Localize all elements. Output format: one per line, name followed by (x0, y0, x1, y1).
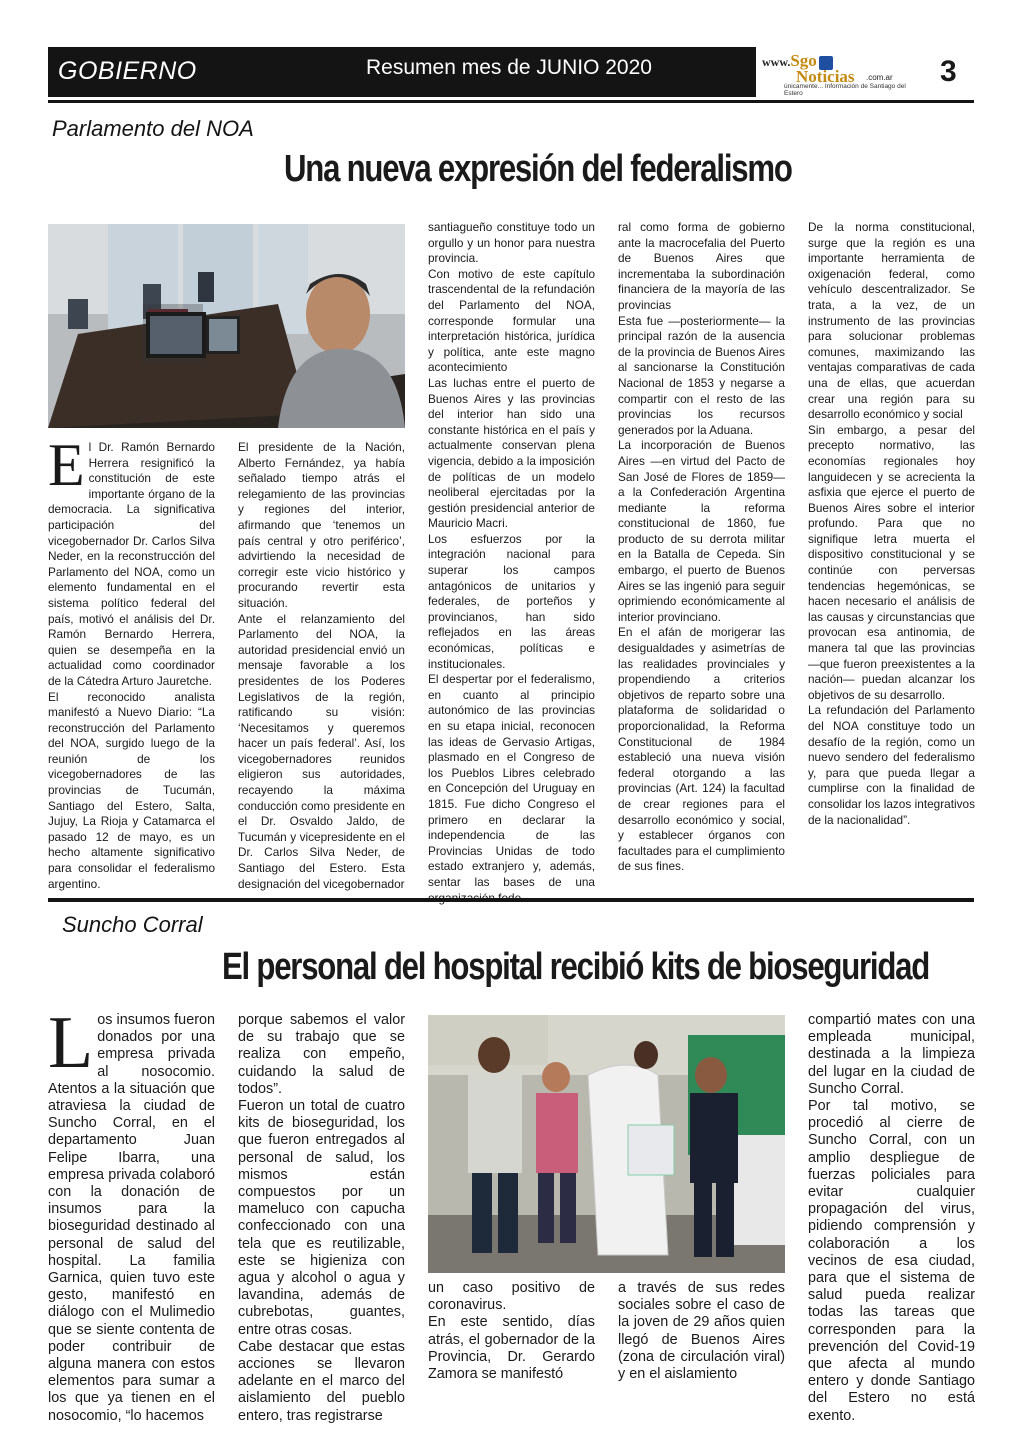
article1-kicker: Parlamento del NOA (52, 116, 254, 141)
paragraph: santiagueño constituye todo un orgullo y un honor para nuestra provincia. (428, 220, 595, 266)
paragraph: Ante el relanzamiento del Parlamento del NOA, la autoridad presidencial envió un mensaje favorable a los presidentes de los Poderes Legislativos de la región, ratificando su visión: ‘Necesitamos y queremos hacer un país federal’. Así, los vicegobernadores reunidos eligieron sus autoridades, recayendo la máxima conducción como presidente en el Dr. Osvaldo Jaldo, de Tucumán y vicepresidente en el Dr. Carlos Silva Neder, de Santiago del Estero. Esta designación del vicegobernador (238, 611, 405, 891)
paragraph: Sin embargo, a pesar del precepto normativo, las economías regionales hoy languidecen y se acrecienta la asfixia que ejerce el puerto de Buenos Aires sobre el interior profundo. Para que no signifique letra muerta el dispositivo constitucional y se continúe con perversas tendencias hegemónicas, se hacen necesario el análisis de las causas y circunstancias que provocan esa antinomia, de manera tal que las provincias —que fueron preexistentes a la nación— puedan alcanzar los objetivos de su desarrollo. (808, 422, 975, 702)
paragraph: Fueron un total de cuatro kits de bioseguridad, los que fueron entregados al personal de salud, los mismos están compuestos por un mameluco con capucha confeccionado con una tela que es reutilizable, este se higieniza con agua y alcohol o agua y lavandina, además de cubrebotas, guantes, entre otras cosas. (238, 1098, 405, 1338)
paragraph: La refundación del Parlamento del NOA constituye todo un desafío de la región, como un nuevo sendero del federalismo y, para que pueda llegar a cumplirse con la finalidad de consolidar los lazos integrativos de la nacionalidad”. (808, 703, 975, 827)
article1-column-1 (48, 432, 215, 892)
paragraph: El presidente de la Nación, Alberto Fernández, ya había señalado tiempo atrás el relegamiento de las provincias y regiones del interior, afirmando que ‘tenemos un país central y otro periférico’, advirtiendo la necesidad de corregir este vicio histórico y procurando revertir esta situación. (238, 440, 405, 610)
article1-photo (48, 224, 405, 428)
paragraph: En el afán de morigerar las desigualdades y asimetrías de las realidades provinciales y propendiendo a criterios objetivos de reparto sobre una plataforma de solidaridad o proporcionalidad, la Reforma Constitucional de 1984 estableció una nueva visión federal otorgando a las provincias (Art. 124) la facultad de crear regiones para el desarrollo económico y social, y establecer órganos con facultades para el cumplimiento de sus fines. (618, 625, 785, 874)
page-number: 3 (940, 55, 957, 88)
top-rule (48, 100, 974, 103)
article1-column-4 (618, 220, 785, 875)
paragraph: Por tal motivo, se procedió al cierre de Suncho Corral, con un amplio despliegue de fuerzas policiales para evitar cualquier propagación del virus, pidiendo comprensión y colaboración a los vecinos de esa ciudad, para que el sistema de salud pueda realizar todas las tareas que corresponden para la prevención del Covid-19 que afecta al mundo entero y donde Santiago del Estero no está exento. (808, 1098, 975, 1424)
paragraph: un caso positivo de coronavirus. (428, 1280, 595, 1314)
paragraph: compartió mates con una empleada municipal, destinada a la limpieza del lugar en la ciudad de Suncho Corral. (808, 1012, 975, 1097)
paragraph: l Dr. Ramón Bernardo Herrera resignificó la constitución de este importante órgano de la democracia. La significativa participación del vicegobernador Dr. Carlos Silva Neder, en la reconstrucción del Parlamento del NOA, como un elemento fundamental en el sistema político federal del país, motivó el análisis del Dr. Ramón Bernardo Herrera, quien se desempeña en la actualidad como coordinador de la Cátedra Arturo Jauretche. (48, 440, 215, 688)
article1-dropcap: E (48, 432, 85, 498)
paragraph: La incorporación de Buenos Aires —en virtud del Pacto de San José de Flores de 1859— a la Confederación Argentina mediante la reforma constitucional de 1860, fue producto de su derrota militar en la Batalla de Cepeda. Sin embargo, el puerto de Buenos Aires se las ingenió para seguir oprimiendo económicamente al interior provinciano. (618, 438, 785, 624)
paragraph: Cabe destacar que estas acciones se llevaron adelante en el marco del aislamiento del pueblo entero, tras registrarse (238, 1338, 405, 1424)
newspaper-logo: www.Sgo Noticias .com.ar únicamente... Información de Santiago del Estero (762, 51, 906, 97)
article1-column-3 (428, 220, 595, 906)
article1-headline: Una nueva expresión del federalismo (284, 148, 792, 190)
paragraph: Las luchas entre el puerto de Buenos Aires y las provincias del interior han sido una constante histórica en el país y actualmente conservan plena vigencia, debido a la imposición de políticas de un modelo neoliberal ejercitadas por la gestión presidencial anterior de Mauricio Macri. (428, 375, 595, 531)
paragraph: a través de sus redes sociales sobre el caso de la joven de 29 años quien llegó de Buenos Aires (zona de circulación viral) y en el aislamiento (618, 1280, 785, 1383)
article2-dropcap: L (48, 1002, 94, 1084)
section-title: GOBIERNO (58, 57, 197, 85)
section-header-bar (48, 47, 756, 97)
section-divider (48, 898, 974, 902)
article2-column-5 (808, 1012, 975, 1425)
paragraph: Con motivo de este capítulo trascendental de la refundación del Parlamento del NOA, corresponde formular una interpretación histórica, jurídica y política, ante este magno acontecimiento (428, 266, 595, 375)
paragraph: Los esfuerzos por la integración nacional para superar los campos antagónicos de unitarios y federales, de porteños y provincianos, han sido reflejados en las áreas económicas, políticas e institucionales. (428, 531, 595, 671)
article2-column-3 (428, 1280, 595, 1383)
paragraph: Esta fue —posteriormente— la principal razón de la ausencia de la provincia de Buenos Aires al sancionarse la Constitución Nacional de 1853 y negarse a compartir con el resto de las provincias los recursos generados por la Aduana. (618, 313, 785, 437)
paragraph: El despertar por el federalismo, en cuanto al principio autonómico de las provincias en su etapa inicial, reconocen las ideas de Gervasio Artigas, plasmado en el Congreso de los Pueblos Libres celebrado en Concepción del Uruguay en 1815. Fue dicho Congreso el primero en declarar la independencia de las Provincias Unidas de todo estado extranjero y, además, sentar las bases de una (428, 672, 595, 889)
paragraph: El reconocido analista manifestó a Nuevo Diario: “La reconstrucción del Parlamento del NOA, surgido luego de la reunión de los vicegobernadores de las provincias de Tucumán, Santiago del Estero, Salta, Jujuy, La Rioja y Catamarca el pasado 12 de mayo, es un hecho altamente significativo para consolidar el federalismo argentino. (48, 689, 215, 891)
paragraph: os insumos fueron donados por una empresa privada al nosocomio. Atentos a la situación que atraviesa la ciudad de Suncho Corral, en el departamento Juan Felipe Ibarra, una empresa privada colaboró con la donación de insumos para la bioseguridad destinado al personal de salud del hospital. La familia Garnica, quien tuvo este gesto, manifestó en diálogo con el Mulimedio que se siente contenta de poder contribuir de alguna manera con estos elementos para sumar a los que ya tienen en el nosocomio, “lo hacemos (48, 1012, 215, 1424)
paragraph: ral como forma de gobierno ante la macrocefalia del Puerto de Buenos Aires que incrementaba la subordinación financiera de la mayoría de las provincias (618, 220, 785, 312)
article2-column-4 (618, 1280, 785, 1383)
paragraph: De la norma constitucional, surge que la región es una importante herramienta de oxigenación federal, como vehículo descentralizador. Se trata, a la vez, de un instrumento de las provincias para solucionar problemas comunes, maximizando las ventajas comparativas de cada una de ellas, que acuerdan crear una región para su desarrollo económico y social (808, 220, 975, 422)
article1-column-5 (808, 220, 975, 828)
paragraph: porque sabemos el valor de su trabajo que se realiza con empeño, cuidando la salud de todos”. (238, 1012, 405, 1097)
article2-headline: El personal del hospital recibió kits de bioseguridad (222, 946, 930, 988)
article1-column-2 (238, 440, 405, 892)
paragraph: En este sentido, días atrás, el gobernador de la Provincia, Dr. Gerardo Zamora se manifestó (428, 1314, 595, 1383)
issue-title: Resumen mes de JUNIO 2020 (366, 56, 652, 79)
article2-column-1 (48, 1002, 215, 1425)
article2-photo (428, 1015, 785, 1273)
article2-kicker: Suncho Corral (62, 912, 203, 937)
article2-column-2 (238, 1012, 405, 1425)
